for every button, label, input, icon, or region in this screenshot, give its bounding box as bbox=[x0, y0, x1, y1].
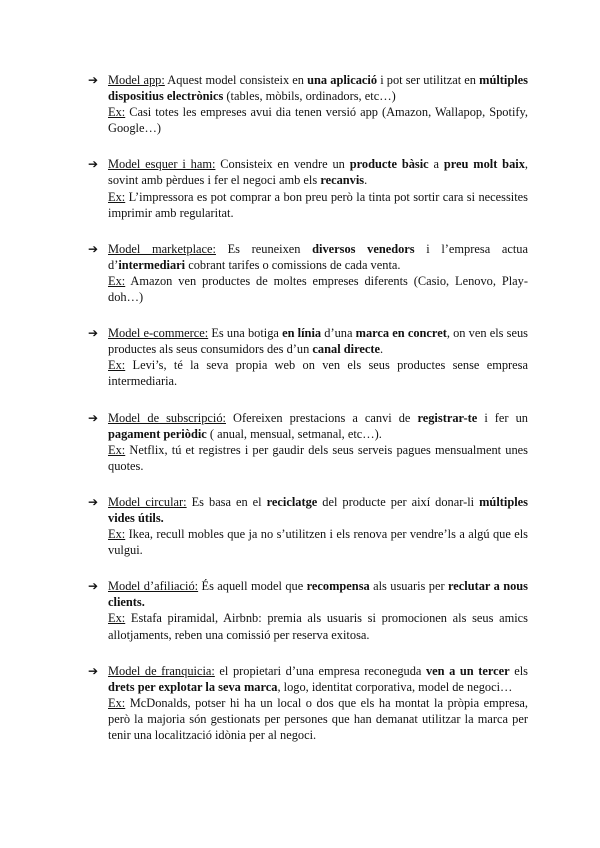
body-text: del producte per així donar-li bbox=[317, 494, 480, 509]
example-line bbox=[108, 610, 528, 642]
body-text: cobrant tarifes o comissions de cada venta. bbox=[185, 257, 401, 272]
bold-term: diversos venedors bbox=[312, 241, 415, 256]
example-label: Ex: bbox=[108, 189, 126, 204]
model-label: Model circular: bbox=[108, 494, 187, 509]
list-item bbox=[88, 325, 528, 389]
body-text: Aquest model consisteix en bbox=[164, 73, 308, 87]
example-label: Ex: bbox=[108, 105, 126, 120]
bold-term: producte bàsic bbox=[349, 157, 429, 172]
example-text: Levi’s, té la seva propia web on ven els seus productes sense empresa intermediaria. bbox=[108, 358, 528, 389]
list-item bbox=[88, 663, 528, 743]
model-label: Model de subscripció: bbox=[108, 410, 226, 425]
body-text: , on ven els seus productes als seus consumidors des d’un bbox=[108, 326, 528, 357]
list-item bbox=[88, 410, 528, 474]
bold-term: múltiples vides útils. bbox=[108, 494, 528, 525]
model-label: Model esquer i ham: bbox=[108, 157, 216, 172]
bold-term: reclutar a nous clients. bbox=[108, 579, 528, 610]
example-line bbox=[108, 442, 528, 474]
bold-term: canal directe bbox=[312, 342, 380, 357]
body-text: , sovint amb pèrdues i fer el negoci amb els bbox=[108, 157, 529, 188]
body-text: d’una bbox=[321, 326, 356, 341]
bold-term: reciclatge bbox=[266, 494, 318, 509]
example-line bbox=[108, 104, 528, 136]
example-text: Estafa piramidal, Airbnb: premia als usuaris si promocionen als seus amics allotjaments, reben una comissió per reserva exitosa. bbox=[108, 611, 528, 642]
business-models-list bbox=[88, 72, 528, 763]
body-text: el propietari d’una empresa reconeguda bbox=[214, 663, 426, 678]
example-text: L’impressora es pot comprar a bon preu però la tinta pot sortir cara si necessites imprimir amb regularitat. bbox=[108, 189, 528, 220]
bold-term: una aplicació bbox=[307, 73, 378, 87]
body-text: (tables, mòbils, ordinadors, etc…) bbox=[223, 89, 396, 104]
body-text: Es una botiga bbox=[208, 326, 283, 341]
example-text: Amazon ven productes de moltes empreses diferents (Casio, Lenovo, Play-doh…) bbox=[108, 273, 528, 305]
example-line bbox=[108, 189, 528, 221]
bold-term: recompensa bbox=[306, 579, 370, 594]
right-arrow-icon: ➔ bbox=[88, 494, 99, 509]
body-text: els bbox=[509, 663, 528, 678]
example-text: Netflix, tú et registres i per gaudir dels seus serveis pagues mensualment unes quotes. bbox=[108, 442, 528, 473]
body-text: Es reuneixen bbox=[215, 241, 313, 256]
bold-term: recanvis bbox=[320, 173, 365, 188]
model-label: Model d’afiliació: bbox=[108, 579, 199, 594]
bold-term: en línia bbox=[282, 326, 322, 341]
example-text: McDonalds, potser hi ha un local o dos que els ha montat la pròpia empresa, però la majoria són gestionats per persones que han demanat utilitzar la marca per tenir una localització idònia per al negoci. bbox=[108, 695, 528, 742]
example-line bbox=[108, 273, 528, 305]
example-label: Ex: bbox=[108, 611, 126, 626]
body-text: i l’empresa actua d’ bbox=[108, 241, 528, 272]
right-arrow-icon: ➔ bbox=[88, 663, 99, 678]
example-text: Casi totes les empreses avui dia tenen versió app (Amazon, Wallapop, Spotify, Google…) bbox=[108, 105, 528, 136]
bold-term: múltiples dispositius electrònics bbox=[108, 73, 529, 104]
model-label: Model e-commerce: bbox=[108, 326, 209, 341]
body-text: i fer un bbox=[477, 410, 528, 425]
example-text: Ikea, recull mobles que ja no s’utilitzen i els renova per vendre’ls a algú que els vulgui. bbox=[108, 527, 528, 558]
body-text: i pot ser utilitzat en bbox=[377, 73, 480, 87]
bold-term: drets per explotar la seva marca bbox=[108, 679, 278, 694]
example-line bbox=[108, 526, 528, 558]
example-label: Ex: bbox=[108, 527, 126, 542]
right-arrow-icon: ➔ bbox=[88, 410, 99, 425]
model-label: Model de franquicia: bbox=[108, 663, 215, 678]
body-text: a bbox=[428, 157, 444, 172]
right-arrow-icon: ➔ bbox=[88, 579, 99, 594]
model-label: Model marketplace: bbox=[108, 241, 216, 256]
body-text: . bbox=[379, 342, 384, 357]
right-arrow-icon: ➔ bbox=[88, 157, 99, 172]
list-item bbox=[88, 156, 528, 220]
body-text: Es basa en el bbox=[186, 494, 267, 509]
right-arrow-icon: ➔ bbox=[88, 73, 99, 87]
bold-term: marca en concret bbox=[355, 326, 447, 341]
list-item bbox=[88, 72, 528, 136]
body-text: És aquell model que bbox=[198, 579, 307, 594]
model-label: Model app: bbox=[108, 73, 165, 87]
right-arrow-icon: ➔ bbox=[88, 326, 99, 341]
example-label: Ex: bbox=[108, 695, 126, 710]
body-text: . bbox=[364, 173, 368, 188]
body-text: als usuaris per bbox=[369, 579, 448, 594]
list-item bbox=[88, 578, 528, 642]
bold-term: pagament periòdic bbox=[108, 426, 207, 441]
body-text: Consisteix en vendre un bbox=[215, 157, 350, 172]
bold-term: intermediari bbox=[118, 257, 186, 272]
example-label: Ex: bbox=[108, 273, 126, 288]
example-line bbox=[108, 695, 528, 743]
bold-term: registrar-te bbox=[417, 410, 478, 425]
list-item bbox=[88, 241, 528, 305]
body-text: ( anual, mensual, setmanal, etc…). bbox=[206, 426, 382, 441]
example-line bbox=[108, 357, 528, 389]
body-text: Ofereixen prestacions a canvi de bbox=[225, 410, 418, 425]
right-arrow-icon: ➔ bbox=[88, 241, 99, 256]
list-item bbox=[88, 494, 528, 558]
bold-term: preu molt baix bbox=[443, 157, 525, 172]
example-label: Ex: bbox=[108, 442, 126, 457]
example-label: Ex: bbox=[108, 358, 126, 373]
body-text: , logo, identitat corporativa, model de negoci… bbox=[277, 679, 513, 694]
bold-term: ven a un tercer bbox=[425, 663, 510, 678]
